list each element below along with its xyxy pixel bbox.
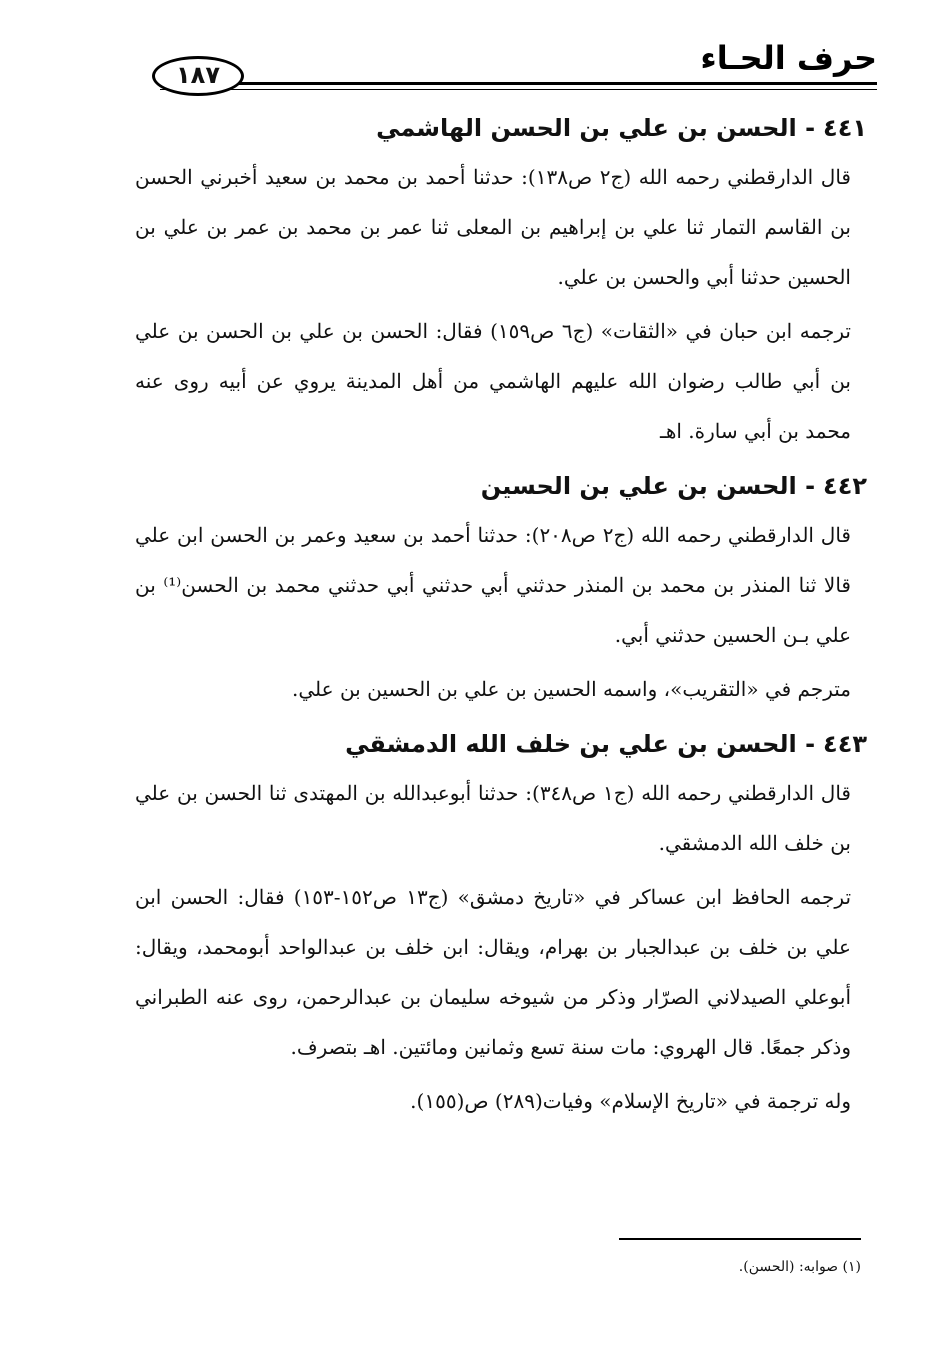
page-body: [135, 108, 867, 1136]
entry-title: الحسن بن علي بن الحسن الهاشمي: [376, 114, 797, 142]
entry-441: [135, 108, 867, 456]
entry-heading: [135, 724, 867, 764]
entry-dash: -: [805, 730, 816, 758]
header-rule-thin: [160, 89, 877, 90]
entry-443: [135, 724, 867, 1126]
entry-dash: -: [805, 472, 816, 500]
entry-442: [135, 466, 867, 714]
entry-title: الحسن بن علي بن الحسين: [480, 472, 797, 500]
entry-paragraph: وله ترجمة في «تاريخ الإسلام» وفيات(٢٨٩) ص(١٥٥).: [410, 1089, 851, 1113]
page-number: ١٨٧: [152, 56, 244, 96]
footnote-separator: [619, 1238, 861, 1240]
header-rule: [160, 82, 877, 85]
entry-paragraph: قال الدارقطني رحمه الله (ج٢ ص٢٠٨): حدثنا أحمد بن سعيد وعمر بن الحسن ابن علي قالا ثنا المنذر بن محمد بن المنذر حدثني أبي حدثني أبي حدثني محمد بن الحسن⁽¹⁾ بن علي بـن الحسين حدثني أبي.: [135, 523, 851, 647]
chapter-title: حرف الحـاء: [700, 39, 877, 77]
entry-heading: [135, 466, 867, 506]
page-header: [140, 36, 877, 106]
entry-paragraph: قال الدارقطني رحمه الله (ج١ ص٣٤٨): حدثنا أبوعبدالله بن المهتدى ثنا الحسن بن علي بن خلف الله الدمشقي.: [135, 781, 851, 855]
entry-paragraph: مترجم في «التقريب»، واسمه الحسين بن علي بن الحسين بن علي.: [292, 677, 851, 701]
entry-title: الحسن بن علي بن خلف الله الدمشقي: [345, 730, 797, 758]
entry-paragraph: ترجمه الحافظ ابن عساكر في «تاريخ دمشق» (ج١٣ ص١٥٢-١٥٣) فقال: الحسن ابن علي بن خلف بن عبدالجبار بن بهرام، ويقال: ابن خلف بن عبدالواحد أبومحمد، ويقال: أبوعلي الصيدلاني الصرّار وذكر من شيوخه سليمان بن عبدالرحمن، روى عنه الطبراني وذكر جمعًا. قال الهروي: مات سنة تسع وثمانين ومائتين. اهـ بتصرف.: [135, 885, 852, 1059]
entry-number: ٤٤١: [823, 114, 867, 142]
footnote: (١) صوابه: (الحسن).: [738, 1259, 861, 1275]
entry-number: ٤٤٢: [823, 472, 867, 500]
entry-paragraph: ترجمه ابن حبان في «الثقات» (ج٦ ص١٥٩) فقال: الحسن بن علي بن الحسن بن علي بن أبي طالب رضوان الله عليهم الهاشمي من أهل المدينة يروي عن أبيه روى عنه محمد بن أبي سارة. اهـ: [135, 319, 851, 443]
entry-paragraph: قال الدارقطني رحمه الله (ج٢ ص١٣٨): حدثنا أحمد بن محمد بن سعيد أخبرني الحسن بن القاسم التمار ثنا علي بن إبراهيم بن المعلى ثنا عمر بن محمد بن عمر بن علي بن الحسين حدثنا أبي والحسن بن علي.: [135, 165, 851, 289]
entry-heading: [135, 108, 867, 148]
entry-dash: -: [805, 114, 816, 142]
entry-number: ٤٤٣: [823, 730, 867, 758]
